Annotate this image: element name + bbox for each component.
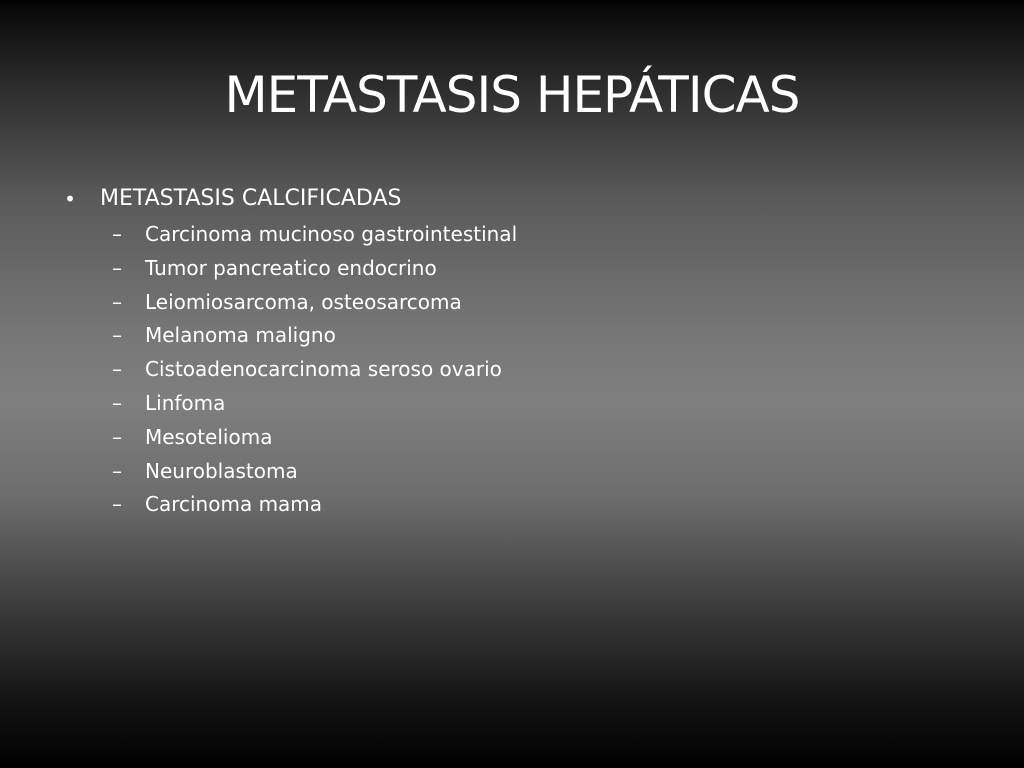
sub-bullet-list [60,218,960,522]
sub-bullet-label: Cistoadenocarcinoma seroso ovario [145,357,502,382]
sub-bullet-label: Neuroblastoma [145,458,298,483]
sub-bullet-label: Carcinoma mucinoso gastrointestinal [145,222,518,246]
sub-bullet-label: Mesotelioma [145,424,273,449]
bullet-marker: • [64,187,76,211]
slide-content [60,180,960,522]
dash-marker: – [112,492,122,517]
dash-marker: – [112,222,122,246]
sub-bullet-label: Leiomiosarcoma, osteosarcoma [145,289,462,314]
sub-bullet-item [60,252,960,286]
sub-bullet-label: Linfoma [145,390,226,415]
dash-marker: – [112,424,122,449]
sub-bullet-item [60,286,960,320]
slide-title: METASTASIS HEPÁTICAS [224,66,800,124]
sub-bullet-item [60,421,960,455]
dash-marker: – [112,323,122,348]
dash-marker: – [112,289,122,314]
sub-bullet-item [60,319,960,353]
bullet-item [60,180,960,218]
sub-bullet-item [60,387,960,421]
sub-bullet-item [60,218,960,252]
dash-marker: – [112,458,122,483]
dash-marker: – [112,390,122,415]
sub-bullet-label: Carcinoma mama [145,492,323,517]
sub-bullet-item [60,353,960,387]
dash-marker: – [112,357,122,382]
sub-bullet-label: Tumor pancreatico endocrino [145,255,437,280]
sub-bullet-item [60,488,960,522]
sub-bullet-item [60,455,960,489]
bullet-label: METASTASIS CALCIFICADAS [100,186,402,211]
dash-marker: – [112,255,122,280]
sub-bullet-label: Melanoma maligno [145,323,336,348]
